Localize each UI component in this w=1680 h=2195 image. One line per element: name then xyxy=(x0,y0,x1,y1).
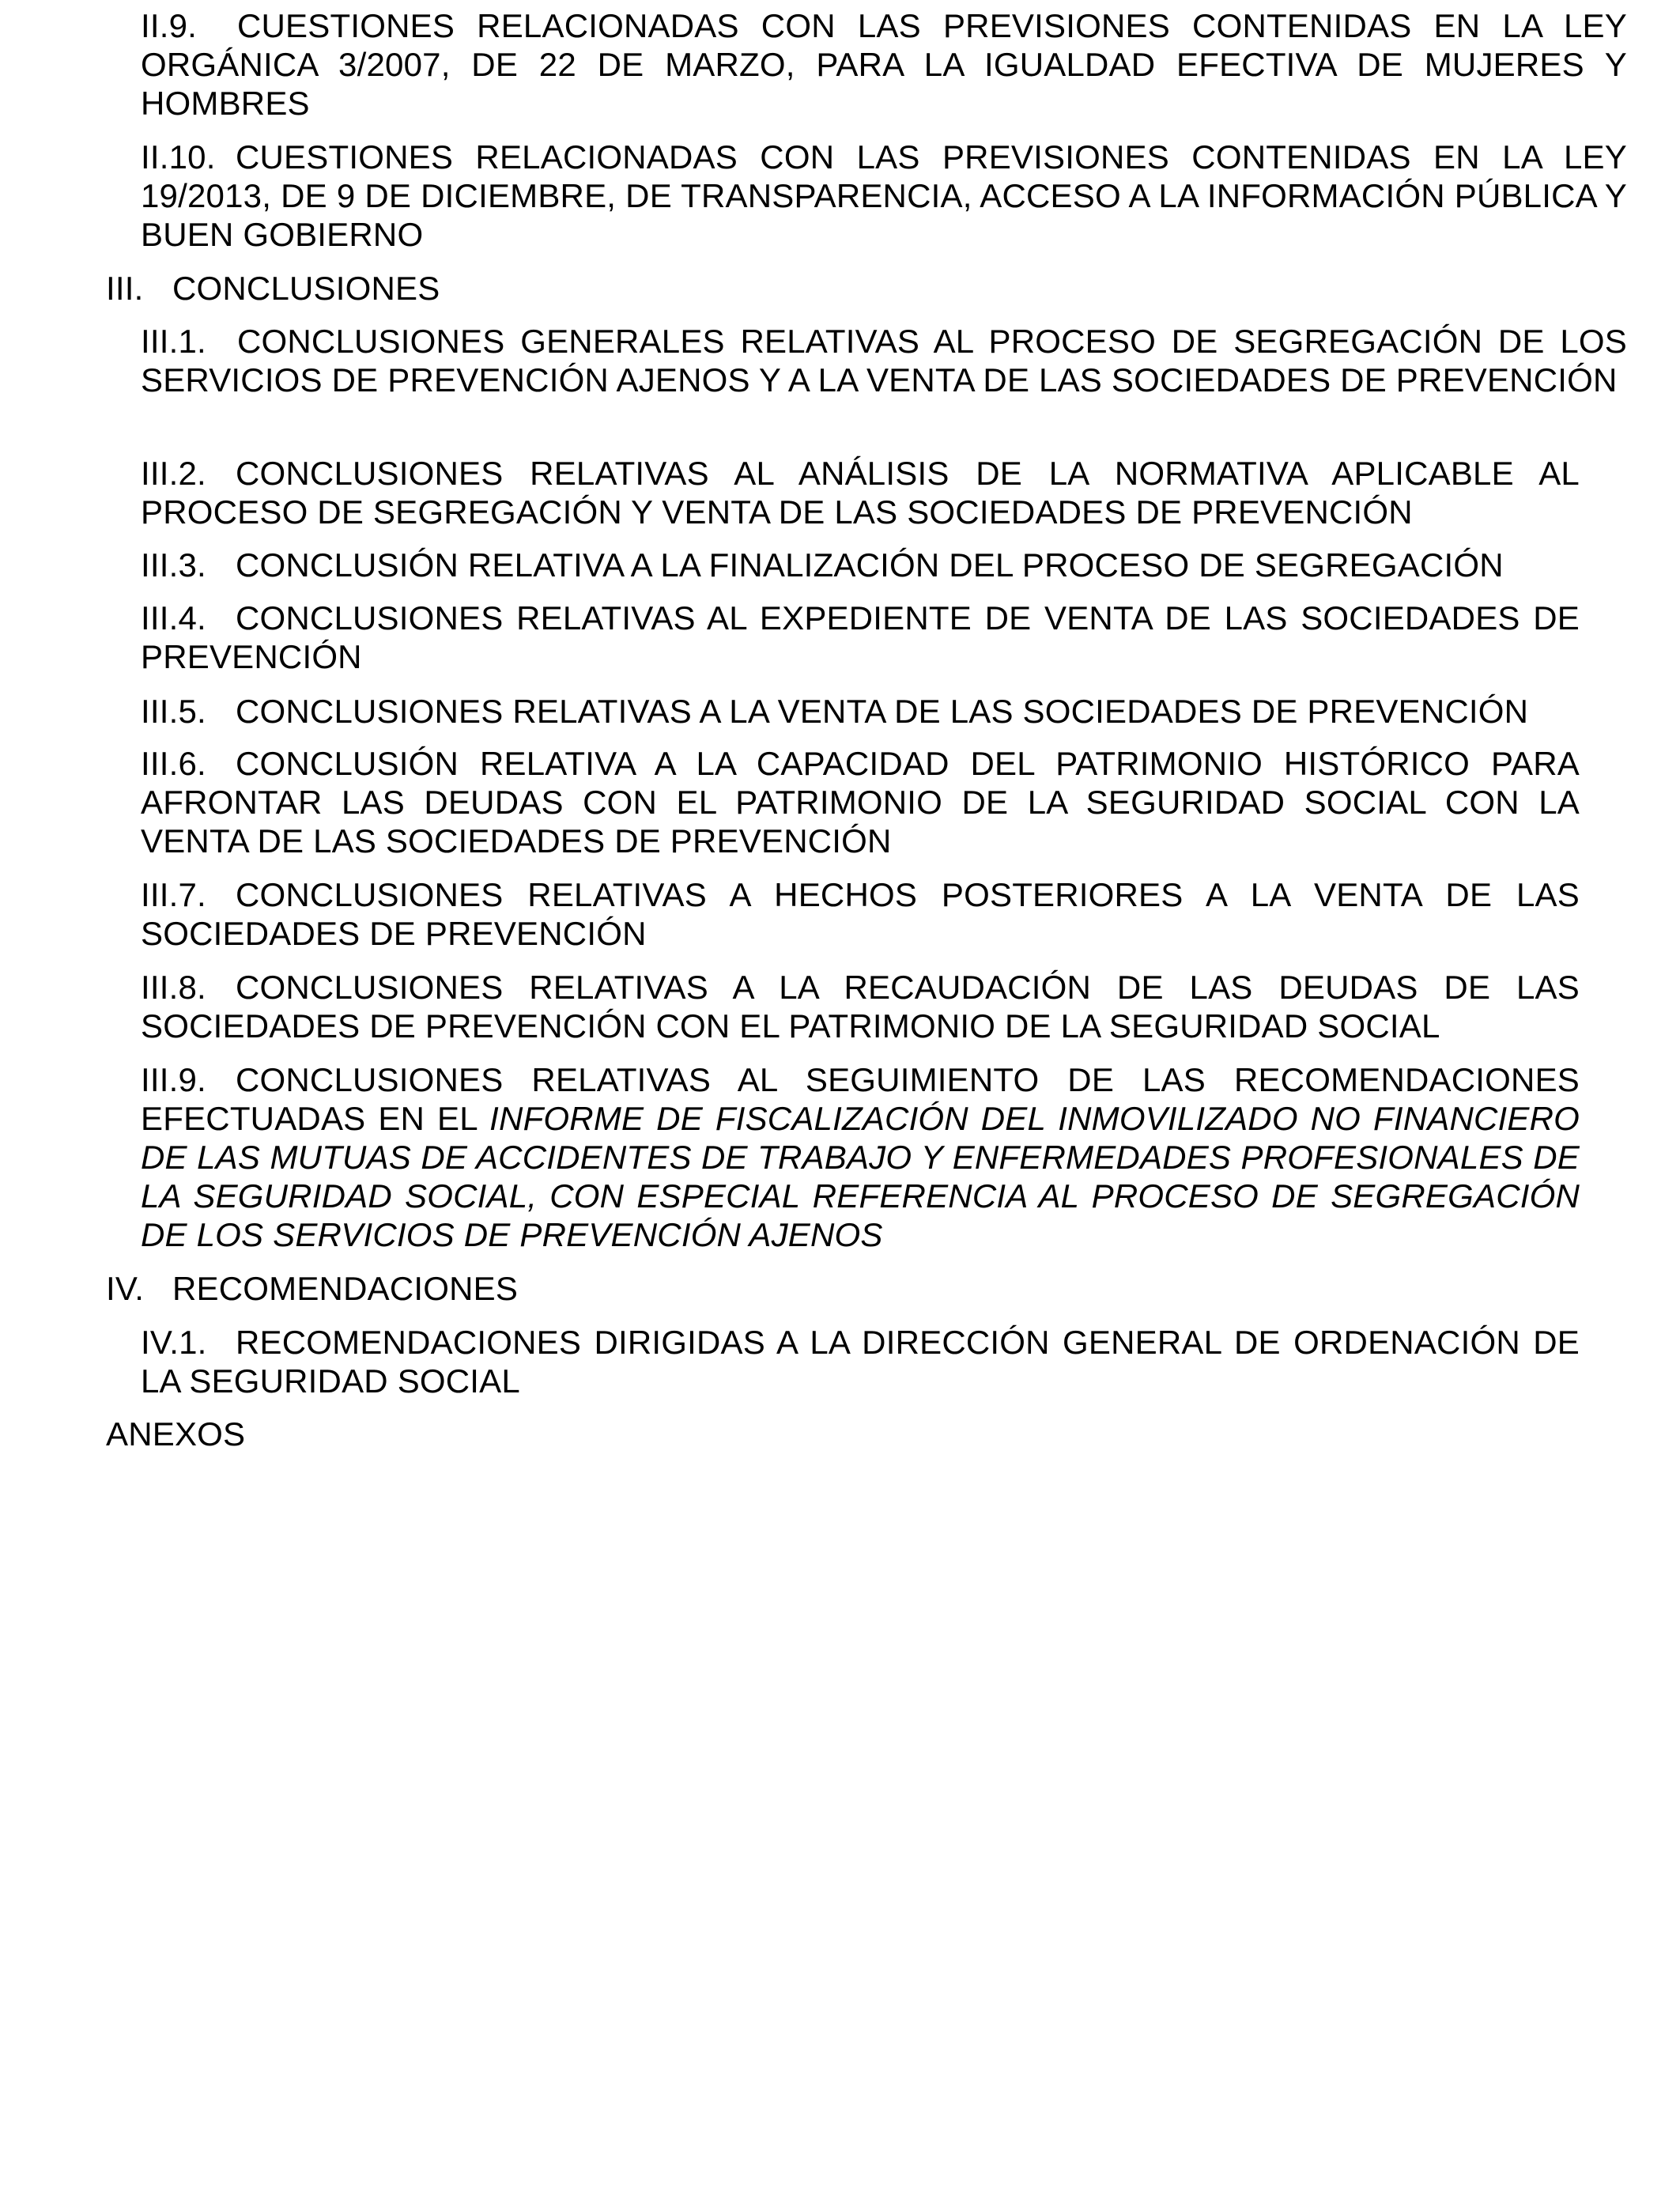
toc-number: III.3. xyxy=(141,546,206,584)
toc-entry-iii-5 xyxy=(141,692,1580,731)
toc-number: III.4. xyxy=(141,599,206,637)
toc-number: II.10. xyxy=(141,138,216,176)
toc-entry-iii xyxy=(106,269,1608,308)
toc-number: II.9. xyxy=(141,7,198,44)
toc-text: CONCLUSIÓN RELATIVA A LA FINALIZACIÓN DEL PROCESO DE SEGREGACIÓN xyxy=(236,546,1504,584)
toc-number: IV. xyxy=(106,1270,145,1307)
toc-number: III. xyxy=(106,270,144,307)
toc-text: CONCLUSIONES RELATIVAS AL SEGUIMIENTO DE LAS RECOMENDACIONES EFECTUADAS EN EL xyxy=(141,1061,1580,1137)
toc-entry-iii-4 xyxy=(141,599,1580,676)
toc-number: III.7. xyxy=(141,876,206,913)
toc-italic-title: INFORME DE FISCALIZACIÓN DEL INMOVILIZADO NO FINANCIERO DE LAS MUTUAS DE ACCIDENTES DE TRABAJO Y ENFERMEDADES PROFESIONALES DE LA SEGURIDAD SOCIAL, CON ESPECIAL REFERENCIA AL PROCESO DE SEGREGACIÓN DE LOS SERVICIOS DE PREVENCIÓN AJENOS xyxy=(141,1100,1580,1253)
toc-entry-iii-8 xyxy=(141,968,1580,1045)
toc-text: CONCLUSIONES RELATIVAS A HECHOS POSTERIORES A LA VENTA DE LAS SOCIEDADES DE PREVENCIÓN xyxy=(141,876,1580,952)
toc-text: RECOMENDACIONES xyxy=(172,1270,519,1307)
toc-entry-ii-9 xyxy=(141,6,1627,123)
toc-entry-ii-10 xyxy=(141,138,1627,254)
toc-text: CUESTIONES RELACIONADAS CON LAS PREVISIONES CONTENIDAS EN LA LEY ORGÁNICA 3/2007, DE 22 DE MARZO, PARA LA IGUALDAD EFECTIVA DE MUJERES Y HOMBRES xyxy=(141,7,1627,122)
toc-number: III.6. xyxy=(141,745,206,782)
toc-entry-iii-6 xyxy=(141,744,1580,860)
toc-text: CONCLUSIONES RELATIVAS AL EXPEDIENTE DE VENTA DE LAS SOCIEDADES DE PREVENCIÓN xyxy=(141,599,1580,675)
toc-entry-iii-2 xyxy=(141,454,1580,531)
toc-entry-iii-7 xyxy=(141,875,1580,953)
toc-entry-anexos xyxy=(106,1415,1608,1453)
toc-entry-iii-9 xyxy=(141,1060,1580,1254)
toc-text: CONCLUSIONES xyxy=(172,270,440,307)
toc-number: III.1. xyxy=(141,323,206,360)
toc-number: III.2. xyxy=(141,455,206,492)
toc-text: CONCLUSIONES RELATIVAS AL ANÁLISIS DE LA NORMATIVA APLICABLE AL PROCESO DE SEGREGACIÓN Y VENTA DE LAS SOCIEDADES DE PREVENCIÓN xyxy=(141,455,1580,531)
toc-text: CUESTIONES RELACIONADAS CON LAS PREVISIONES CONTENIDAS EN LA LEY 19/2013, DE 9 DE DICIEMBRE, DE TRANSPARENCIA, ACCESO A LA INFORMACIÓN PÚBLICA Y BUEN GOBIERNO xyxy=(141,138,1627,253)
toc-number: III.8. xyxy=(141,969,206,1006)
toc-entry-iii-3 xyxy=(141,546,1580,584)
toc-entry-iv-1 xyxy=(141,1323,1580,1400)
toc-entry-iii-1 xyxy=(141,322,1627,399)
toc-text: RECOMENDACIONES DIRIGIDAS A LA DIRECCIÓN GENERAL DE ORDENACIÓN DE LA SEGURIDAD SOCIAL xyxy=(141,1324,1580,1400)
toc-text: CONCLUSIÓN RELATIVA A LA CAPACIDAD DEL PATRIMONIO HISTÓRICO PARA AFRONTAR LAS DEUDAS CON EL PATRIMONIO DE LA SEGURIDAD SOCIAL CON LA VENTA DE LAS SOCIEDADES DE PREVENCIÓN xyxy=(141,745,1580,859)
toc-text: ANEXOS xyxy=(106,1415,246,1453)
toc-text: CONCLUSIONES RELATIVAS A LA RECAUDACIÓN DE LAS DEUDAS DE LAS SOCIEDADES DE PREVENCIÓN CON EL PATRIMONIO DE LA SEGURIDAD SOCIAL xyxy=(141,969,1580,1045)
toc-number: III.5. xyxy=(141,693,206,730)
toc-number: IV.1. xyxy=(141,1324,207,1361)
toc-text: CONCLUSIONES GENERALES RELATIVAS AL PROCESO DE SEGREGACIÓN DE LOS SERVICIOS DE PREVENCIÓN AJENOS Y A LA VENTA DE LAS SOCIEDADES DE PREVENCIÓN xyxy=(141,323,1627,399)
toc-text: CONCLUSIONES RELATIVAS A LA VENTA DE LAS SOCIEDADES DE PREVENCIÓN xyxy=(236,693,1529,730)
toc-number: III.9. xyxy=(141,1061,206,1098)
toc-entry-iv xyxy=(106,1269,1608,1308)
